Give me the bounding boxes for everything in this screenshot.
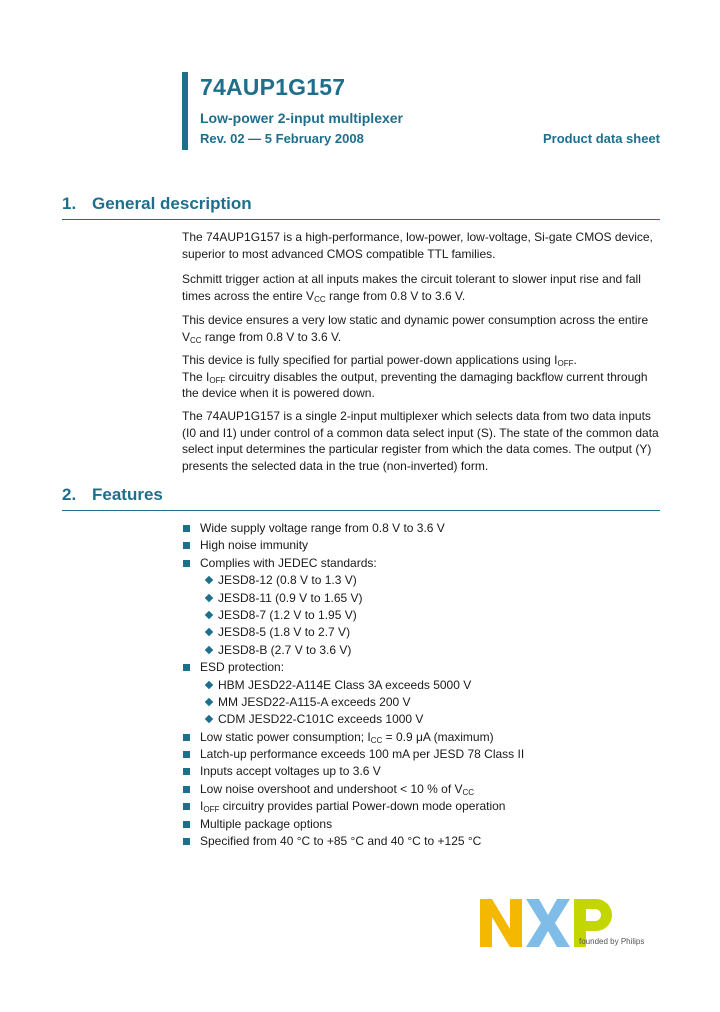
section-number: 1. <box>62 194 77 213</box>
list-item: High noise immunity <box>182 537 660 554</box>
square-bullet-icon <box>183 542 190 549</box>
diamond-bullet-icon <box>205 593 213 601</box>
list-item: Low noise overshoot and undershoot < 10 % of $V_{CC}$ <box>182 781 660 798</box>
section-title: Features <box>92 485 163 504</box>
square-bullet-icon <box>183 838 190 845</box>
revision-date: Rev. 02 — 5 February 2008 <box>200 131 364 146</box>
square-bullet-icon <box>183 821 190 828</box>
square-bullet-icon <box>183 560 190 567</box>
nxp-logo <box>476 895 666 955</box>
square-bullet-icon <box>183 803 190 810</box>
sub-list-item: JESD8-11 (0.9 V to 1.65 V) <box>182 590 660 607</box>
sub-list-item: JESD8-12 (0.8 V to 1.3 V) <box>182 572 660 589</box>
square-bullet-icon <box>183 525 190 532</box>
sub-list-item: JESD8-5 (1.8 V to 2.7 V) <box>182 624 660 641</box>
square-bullet-icon <box>183 734 190 741</box>
document-title: 74AUP1G157 <box>200 74 346 100</box>
document-subtitle: Low-power 2-input multiplexer <box>200 110 404 126</box>
paragraph-ioff: This device is fully specified for partial power-down applications using $I_{OFF}$. The $I_{OFF}$ circuitry disables the output, preventing the damaging backflow current through the device when it is powered down. <box>182 353 648 400</box>
sub-list-item: JESD8-B (2.7 V to 3.6 V) <box>182 642 660 659</box>
square-bullet-icon <box>183 768 190 775</box>
sub-list-item: CDM JESD22-C101C exceeds 1000 V <box>182 711 660 728</box>
paragraph-mux: The 74AUP1G157 is a single 2-input multiplexer which selects data from two data inputs (I0 and I1) under control of a common data select input (S). The state of the common data select input determines the particular register from which the data comes. The output (Y) presents the selected data in the true (non-inverted) form. <box>182 409 659 473</box>
diamond-bullet-icon <box>205 645 213 653</box>
diamond-bullet-icon <box>205 576 213 584</box>
list-item: Low static power consumption; $I_{CC} = 0.9$ μA (maximum) <box>182 729 660 746</box>
section-title: General description <box>92 194 252 213</box>
square-bullet-icon <box>183 664 190 671</box>
header-accent-bar <box>182 72 188 150</box>
section-heading-features <box>62 485 660 511</box>
paragraph-intro: The 74AUP1G157 is a high-performance, low-power, low-voltage, Si-gate CMOS device, superior to most advanced CMOS compatible TTL families. <box>182 230 653 261</box>
paragraph-schmitt: Schmitt trigger action at all inputs makes the circuit tolerant to slower input rise and fall times across the entire $V_{CC}$ range from 0.8 V to 3.6 V. <box>182 272 641 304</box>
features-list <box>182 520 660 850</box>
paragraph-power: This device ensures a very low static and dynamic power consumption across the entire $V_{CC}$ range from 0.8 V to 3.6 V. <box>182 313 649 345</box>
sub-list-item: HBM JESD22-A114E Class 3A exceeds 5000 V <box>182 677 660 694</box>
square-bullet-icon <box>183 751 190 758</box>
list-item: Multiple package options <box>182 816 660 833</box>
logo-tagline: founded by Philips <box>579 937 645 946</box>
diamond-bullet-icon <box>205 698 213 706</box>
section-number: 2. <box>62 485 77 504</box>
list-item: $I_{OFF}$ circuitry provides partial Power-down mode operation <box>182 798 660 815</box>
diamond-bullet-icon <box>205 611 213 619</box>
section-heading-general-description <box>62 194 660 220</box>
diamond-bullet-icon <box>205 715 213 723</box>
list-item: Latch-up performance exceeds 100 mA per JESD 78 Class II <box>182 746 660 763</box>
diamond-bullet-icon <box>205 680 213 688</box>
document-type: Product data sheet <box>542 131 660 146</box>
square-bullet-icon <box>183 786 190 793</box>
list-item: Complies with JEDEC standards: <box>182 555 660 572</box>
list-item: ESD protection: <box>182 659 660 676</box>
diamond-bullet-icon <box>205 628 213 636</box>
list-item: Wide supply voltage range from 0.8 V to 3.6 V <box>182 520 660 537</box>
logo-x-shape <box>526 899 570 947</box>
list-item: Specified from 40 °C to +85 °C and 40 °C to +125 °C <box>182 833 660 850</box>
sub-list-item: JESD8-7 (1.2 V to 1.95 V) <box>182 607 660 624</box>
sub-list-item: MM JESD22-A115-A exceeds 200 V <box>182 694 660 711</box>
logo-n-shape <box>480 899 522 947</box>
list-item: Inputs accept voltages up to 3.6 V <box>182 763 660 780</box>
